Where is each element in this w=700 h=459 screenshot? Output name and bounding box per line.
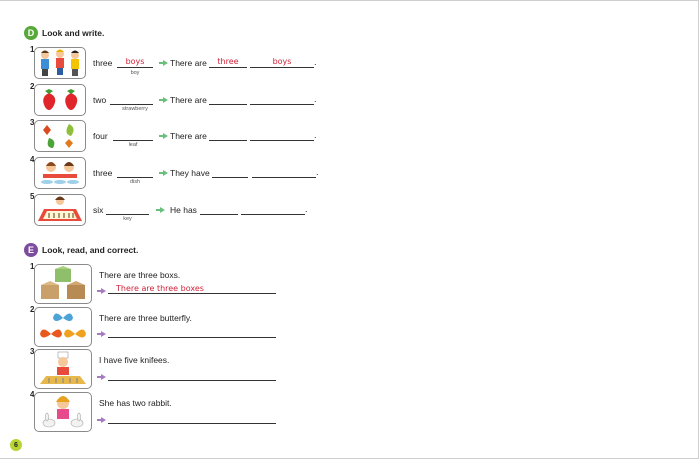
d4-word: three — [93, 168, 113, 178]
e2-sentence: There are three butterfly. — [99, 313, 192, 323]
arrow-right-icon — [163, 170, 168, 176]
arrow-right-icon — [163, 97, 168, 103]
d5-answer-blank[interactable] — [106, 204, 149, 215]
d1-sentence: There are — [170, 58, 207, 68]
section-e-header — [24, 243, 138, 257]
chef-with-knives-picture — [34, 349, 92, 389]
exercise-number: 1 — [30, 45, 35, 54]
boxes-picture — [34, 264, 92, 304]
d2-word: two — [93, 95, 107, 105]
d1-answer-blank-2[interactable]: three — [209, 57, 247, 68]
leaves-picture — [34, 120, 86, 152]
exercise-number: 2 — [30, 82, 35, 91]
d2-period: . — [314, 94, 317, 104]
d3-answer-blank-2[interactable] — [209, 130, 247, 141]
keys-board-picture — [34, 194, 86, 226]
strawberries-picture — [34, 84, 86, 116]
kids-with-dishes-picture — [34, 157, 86, 189]
d4-answer-blank-2[interactable] — [212, 167, 248, 178]
d4-period: . — [316, 167, 319, 177]
page-number: 6 — [10, 439, 22, 451]
d1-answer-blank[interactable]: boys — [117, 57, 153, 68]
section-e-title: Look, read, and correct. — [42, 245, 139, 255]
e3-sentence: I have five knifees. — [99, 355, 170, 365]
d3-sentence: There are — [170, 131, 207, 141]
d1-word: three — [93, 58, 113, 68]
exercise-e-4 — [30, 390, 100, 432]
arrow-right-icon — [163, 60, 168, 66]
d5-answer-blank-3[interactable] — [241, 204, 305, 215]
d5-hint: key — [123, 216, 132, 222]
d5-period: . — [305, 204, 308, 214]
arrow-right-icon — [101, 331, 106, 337]
butterflies-picture — [34, 307, 92, 347]
exercise-number: 1 — [30, 262, 35, 271]
section-d-badge: D — [24, 26, 38, 40]
exercise-number: 3 — [30, 118, 35, 127]
exercise-number: 5 — [30, 192, 35, 201]
e4-sentence: She has two rabbit. — [99, 398, 172, 408]
d4-answer-blank[interactable] — [117, 167, 153, 178]
d1-answer-blank-3[interactable]: boys — [250, 57, 314, 68]
e1-correction-blank[interactable]: There are three boxes — [108, 284, 276, 294]
d2-answer-blank-3[interactable] — [250, 94, 314, 105]
d3-answer-blank[interactable] — [113, 130, 153, 141]
e4-correction-blank[interactable] — [108, 413, 276, 424]
d3-answer-blank-3[interactable] — [250, 130, 314, 141]
d1-period: . — [314, 57, 317, 67]
e3-correction-blank[interactable] — [108, 370, 276, 381]
d4-sentence: They have — [170, 168, 210, 178]
exercise-e-2 — [30, 305, 100, 347]
d4-hint: dish — [129, 179, 141, 185]
d2-answer-blank[interactable] — [110, 94, 153, 105]
exercise-number: 4 — [30, 155, 35, 164]
exercise-number: 3 — [30, 347, 35, 356]
d5-answer-blank-2[interactable] — [200, 204, 238, 215]
section-d-header — [24, 26, 104, 40]
d2-answer-blank-2[interactable] — [209, 94, 247, 105]
e2-correction-blank[interactable] — [108, 327, 276, 338]
exercise-number: 4 — [30, 390, 35, 399]
d5-word: six — [93, 205, 104, 215]
girl-with-rabbits-picture — [34, 392, 92, 432]
d5-sentence: He has — [170, 205, 197, 215]
arrow-right-icon — [101, 417, 106, 423]
d1-hint: boy — [130, 70, 140, 76]
d3-hint: leaf — [128, 142, 138, 148]
d3-period: . — [314, 130, 317, 140]
d4-answer-blank-3[interactable] — [252, 167, 316, 178]
arrow-right-icon — [101, 374, 106, 380]
boys-picture — [34, 47, 86, 79]
d3-word: four — [93, 131, 108, 141]
d2-sentence: There are — [170, 95, 207, 105]
exercise-e-3 — [30, 347, 100, 389]
arrow-right-icon — [101, 288, 106, 294]
section-d-title: Look and write. — [42, 28, 105, 38]
section-e-badge: E — [24, 243, 38, 257]
d2-hint: strawberry — [122, 106, 148, 112]
exercise-number: 2 — [30, 305, 35, 314]
e1-sentence: There are three boxs. — [99, 270, 181, 280]
arrow-right-icon — [160, 207, 165, 213]
exercise-e-1 — [30, 262, 100, 304]
arrow-right-icon — [163, 133, 168, 139]
